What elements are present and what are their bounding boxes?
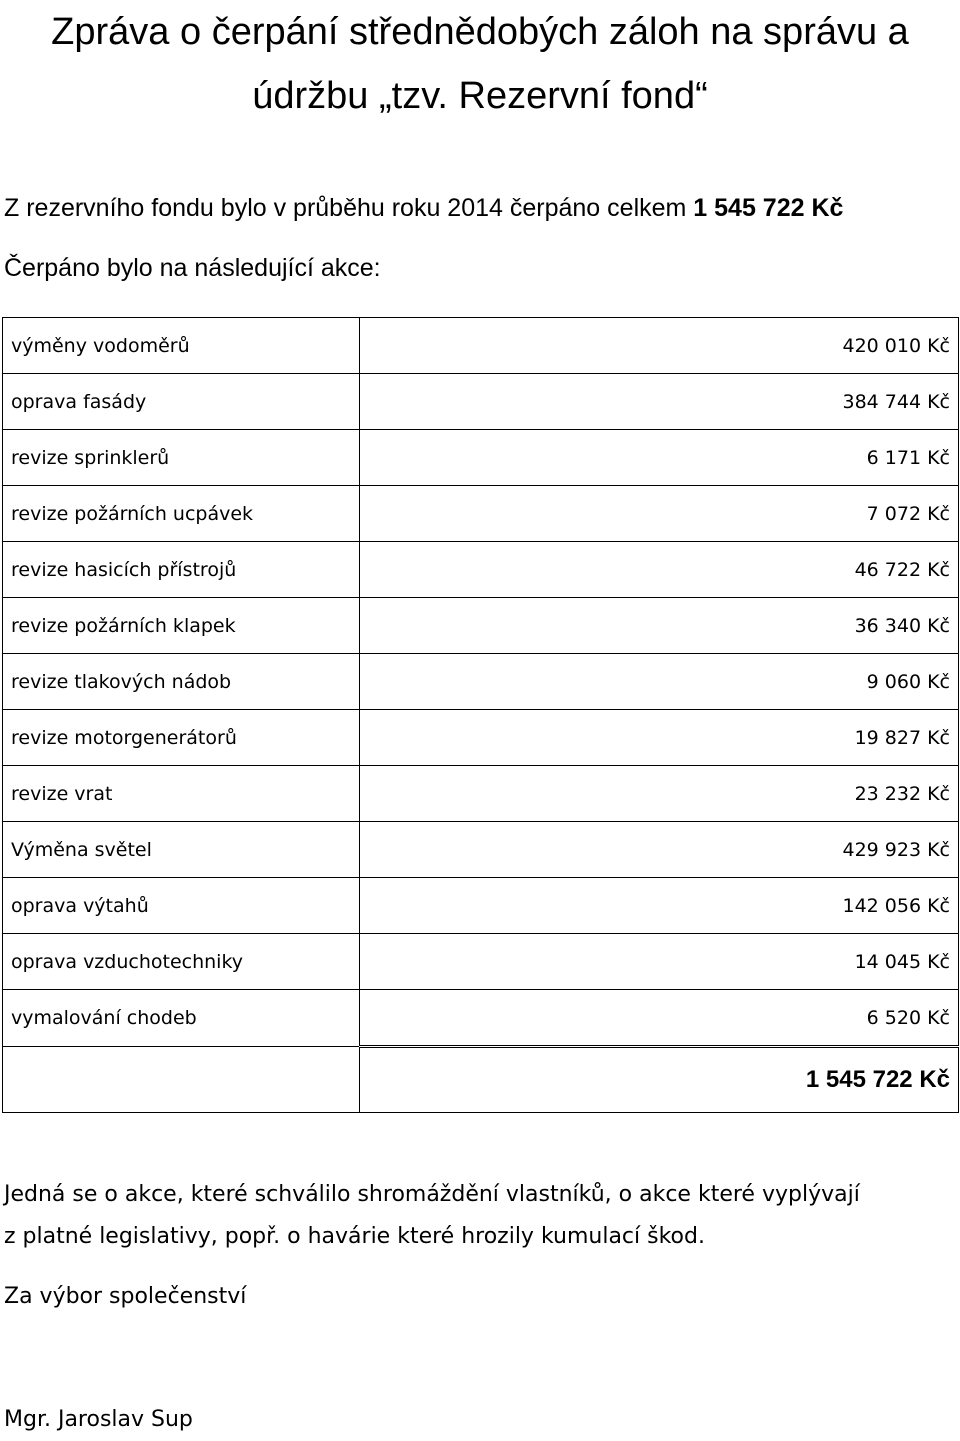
title-line-2: údržbu „tzv. Rezervní fond“ (252, 75, 708, 117)
table-row (3, 934, 959, 990)
item-amount: 7 072 Kč (360, 486, 959, 542)
item-name: Výměna světel (3, 822, 360, 878)
table-row (3, 766, 959, 822)
item-name: revize sprinklerů (3, 430, 360, 486)
item-name: revize požárních ucpávek (3, 486, 360, 542)
intro-total-amount: 1 545 722 Kč (693, 194, 844, 222)
item-amount: 142 056 Kč (360, 878, 959, 934)
expenditure-table (2, 317, 959, 1113)
item-name: revize hasicích přístrojů (3, 542, 360, 598)
item-amount: 19 827 Kč (360, 710, 959, 766)
closing-paragraph (4, 1174, 860, 1258)
item-amount: 46 722 Kč (360, 542, 959, 598)
table-row (3, 822, 959, 878)
table-row (3, 598, 959, 654)
item-name: revize požárních klapek (3, 598, 360, 654)
item-name: revize tlakových nádob (3, 654, 360, 710)
table-row (3, 654, 959, 710)
item-name: revize vrat (3, 766, 360, 822)
table-row (3, 374, 959, 430)
item-amount: 6 520 Kč (360, 990, 959, 1047)
item-amount: 420 010 Kč (360, 318, 959, 374)
item-name: vymalování chodeb (3, 990, 360, 1047)
expenditure-table-body (3, 318, 959, 1113)
page-title (0, 0, 960, 128)
total-amount: 1 545 722 Kč (360, 1047, 959, 1113)
total-row (3, 1047, 959, 1113)
table-row (3, 710, 959, 766)
intro-text: Z rezervního fondu bylo v průběhu roku 2014 čerpáno celkem (4, 194, 694, 222)
table-row (3, 318, 959, 374)
intro-paragraph (4, 194, 843, 223)
table-row (3, 430, 959, 486)
closing-line-1: Jedná se o akce, které schválilo shromáždění vlastníků, o akce které vyplývají (4, 1182, 860, 1207)
item-amount: 36 340 Kč (360, 598, 959, 654)
committee-line: Za výbor společenství (4, 1284, 247, 1309)
table-row (3, 878, 959, 934)
items-subheading: Čerpáno bylo na následující akce: (4, 254, 381, 282)
table-row (3, 990, 959, 1047)
item-name: oprava fasády (3, 374, 360, 430)
item-name: oprava vzduchotechniky (3, 934, 360, 990)
item-amount: 384 744 Kč (360, 374, 959, 430)
item-amount: 6 171 Kč (360, 430, 959, 486)
item-name: výměny vodoměrů (3, 318, 360, 374)
item-name: revize motorgenerátorů (3, 710, 360, 766)
title-line-1: Zpráva o čerpání střednědobých záloh na správu a (51, 11, 909, 53)
item-amount: 9 060 Kč (360, 654, 959, 710)
item-amount: 23 232 Kč (360, 766, 959, 822)
table-row (3, 486, 959, 542)
item-amount: 14 045 Kč (360, 934, 959, 990)
total-row-label-cell (3, 1047, 360, 1113)
closing-line-2: z platné legislativy, popř. o havárie které hrozily kumulací škod. (4, 1224, 705, 1249)
signatory-name: Mgr. Jaroslav Sup (4, 1407, 193, 1432)
item-name: oprava výtahů (3, 878, 360, 934)
item-amount: 429 923 Kč (360, 822, 959, 878)
table-row (3, 542, 959, 598)
